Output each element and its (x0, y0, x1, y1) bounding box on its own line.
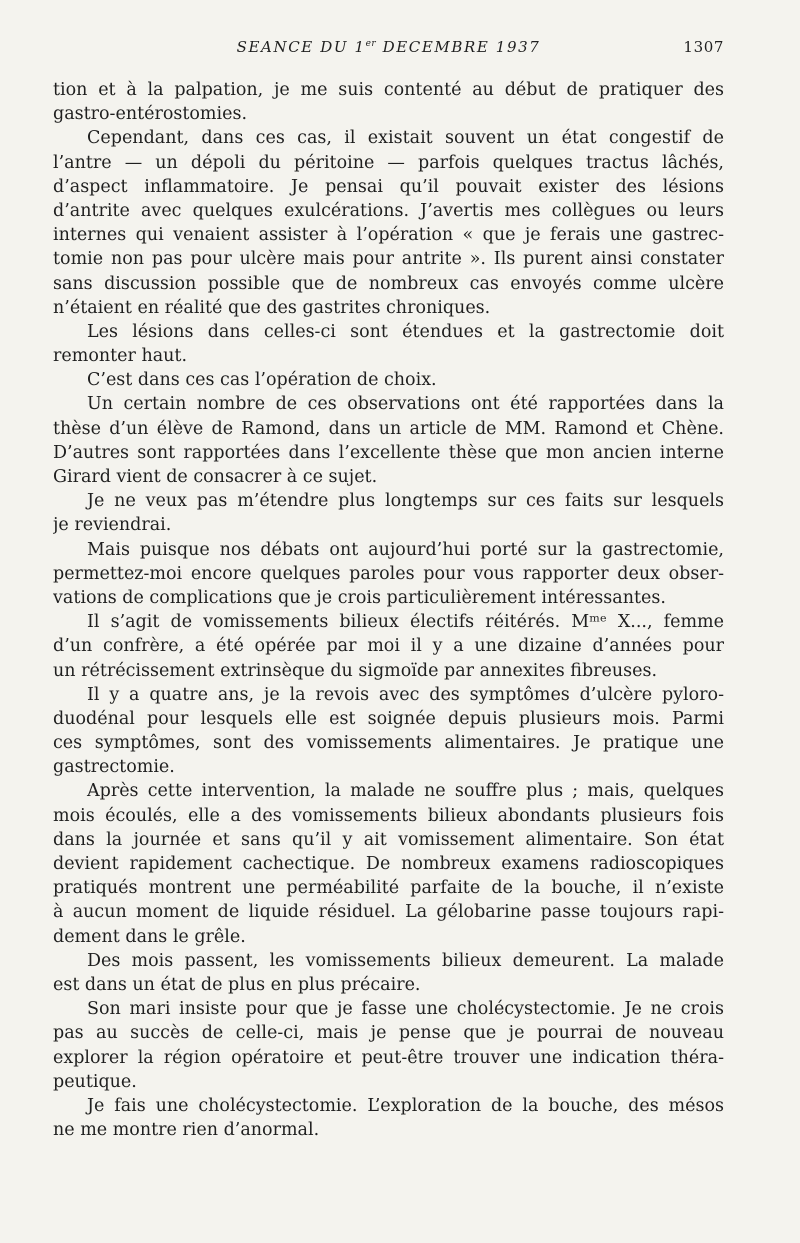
text-line: Des mois passent, les vomissements bilieux demeurent. La malade (87, 950, 724, 971)
page-header (53, 38, 724, 60)
text-line: d’aspect inflammatoire. Je pensai qu’il pouvait exister des lésions (53, 176, 724, 197)
text-line: ne me montre rien d’anormal. (53, 1120, 320, 1141)
text-line: Après cette intervention, la malade ne souffre plus ; mais, quelques (87, 781, 724, 802)
text-line: tion et à la palpation, je me suis contenté au début de pratiquer des (53, 80, 724, 100)
text-line: remonter haut. (53, 346, 188, 367)
text-line: Cependant, dans ces cas, il existait souvent un état congestif de (87, 128, 724, 149)
text-line: D’autres sont rapportées dans l’excellente thèse que mon ancien interne (53, 442, 724, 463)
text-line: Les lésions dans celles-ci sont étendues et la gastrectomie doit (87, 321, 724, 342)
running-head-after: DECEMBRE 1937 (376, 38, 541, 56)
paragraph (53, 949, 724, 997)
running-head-before: SEANCE DU 1 (236, 38, 366, 56)
paragraph (53, 126, 724, 320)
text-line: thèse d’un élève de Ramond, dans un article de MM. Ramond et Chène. (53, 418, 724, 439)
text-line: internes qui venaient assister à l’opération « que je ferais une gastrec- (53, 225, 724, 246)
paragraph (53, 538, 724, 611)
text-line: un rétrécissement extrinsèque du sigmoïde par annexites fibreuses. (53, 660, 658, 681)
running-head-superscript: er (365, 39, 377, 49)
paragraph (53, 78, 724, 126)
paragraph (53, 392, 724, 489)
text-line: dans la journée et sans qu’il y ait vomissement alimentaire. Son état (53, 829, 724, 850)
paragraph (53, 368, 724, 392)
text-line: devient rapidement cachectique. De nombreux examens radioscopiques (53, 854, 724, 874)
text-line: Je ne veux pas m’étendre plus longtemps sur ces faits sur lesquels (87, 491, 724, 512)
text-line: gastrectomie. (53, 757, 175, 778)
text-line: Girard vient de consacrer à ce sujet. (53, 467, 378, 487)
text-line: Son mari insiste pour que je fasse une cholécystectomie. Je ne crois (87, 999, 724, 1020)
text-line: pratiqués montrent une perméabilité parfaite de la bouche, il n’existe (53, 878, 724, 899)
text-line: duodénal pour lesquels elle est soignée depuis plusieurs mois. Parmi (53, 708, 724, 729)
text-line: gastro-entérostomies. (53, 104, 248, 125)
paragraph (53, 610, 724, 683)
text-line: pas au succès de celle-ci, mais je pense que je pourrai de nouveau (53, 1023, 724, 1044)
text-line: je reviendrai. (53, 515, 172, 536)
text-line: vations de complications que je crois particulièrement intéressantes. (53, 587, 666, 608)
text-line: Il y a quatre ans, je la revois avec des symptômes d’ulcère pyloro- (87, 684, 724, 705)
text-line: explorer la région opératoire et peut-être trouver une indication théra- (53, 1047, 724, 1068)
text-line: à aucun moment de liquide résiduel. La gélobarine passe toujours rapi- (53, 902, 724, 923)
paragraph (53, 997, 724, 1094)
text-line: C’est dans ces cas l’opération de choix. (87, 370, 437, 391)
paragraph (53, 1094, 724, 1142)
paragraph (53, 320, 724, 368)
text-line: est dans un état de plus en plus précaire. (53, 974, 421, 995)
page-number: 1307 (683, 38, 724, 56)
text-line: d’antrite avec quelques exulcérations. J’avertis mes collègues ou leurs (53, 200, 724, 221)
text-line: Un certain nombre de ces observations ont été rapportées dans la (87, 394, 724, 415)
text-line: tomie non pas pour ulcère mais pour antrite ». Ils purent ainsi constater (53, 249, 724, 270)
paragraph (53, 779, 724, 948)
text-line: l’antre — un dépoli du péritoine — parfois quelques tractus lâchés, (53, 152, 724, 173)
text-line: mois écoulés, elle a des vomissements bilieux abondants plusieurs fois (53, 805, 724, 826)
text-line: sans discussion possible que de nombreux cas envoyés comme ulcère (53, 273, 724, 294)
text-line: dement dans le grêle. (53, 926, 246, 947)
text-line: ces symptômes, sont des vomissements alimentaires. Je pratique une (53, 733, 724, 754)
text-line: peutique. (53, 1071, 137, 1092)
text-line: permettez-moi encore quelques paroles pour vous rapporter deux obser- (53, 563, 724, 584)
running-head (53, 38, 724, 56)
text-line: Je fais une cholécystectomie. L’exploration de la bouche, des mésos (87, 1095, 724, 1116)
text-line: Mais puisque nos débats ont aujourd’hui porté sur la gastrectomie, (87, 539, 724, 560)
text-line: Il s’agit de vomissements bilieux électifs réitérés. Mᵐᵉ X..., femme (87, 612, 724, 633)
paragraph (53, 489, 724, 537)
body-text (53, 78, 724, 1142)
paragraph (53, 683, 724, 780)
text-line: n’étaient en réalité que des gastrites chroniques. (53, 297, 491, 318)
text-line: d’un confrère, a été opérée par moi il y a une dizaine d’années pour (53, 636, 724, 657)
